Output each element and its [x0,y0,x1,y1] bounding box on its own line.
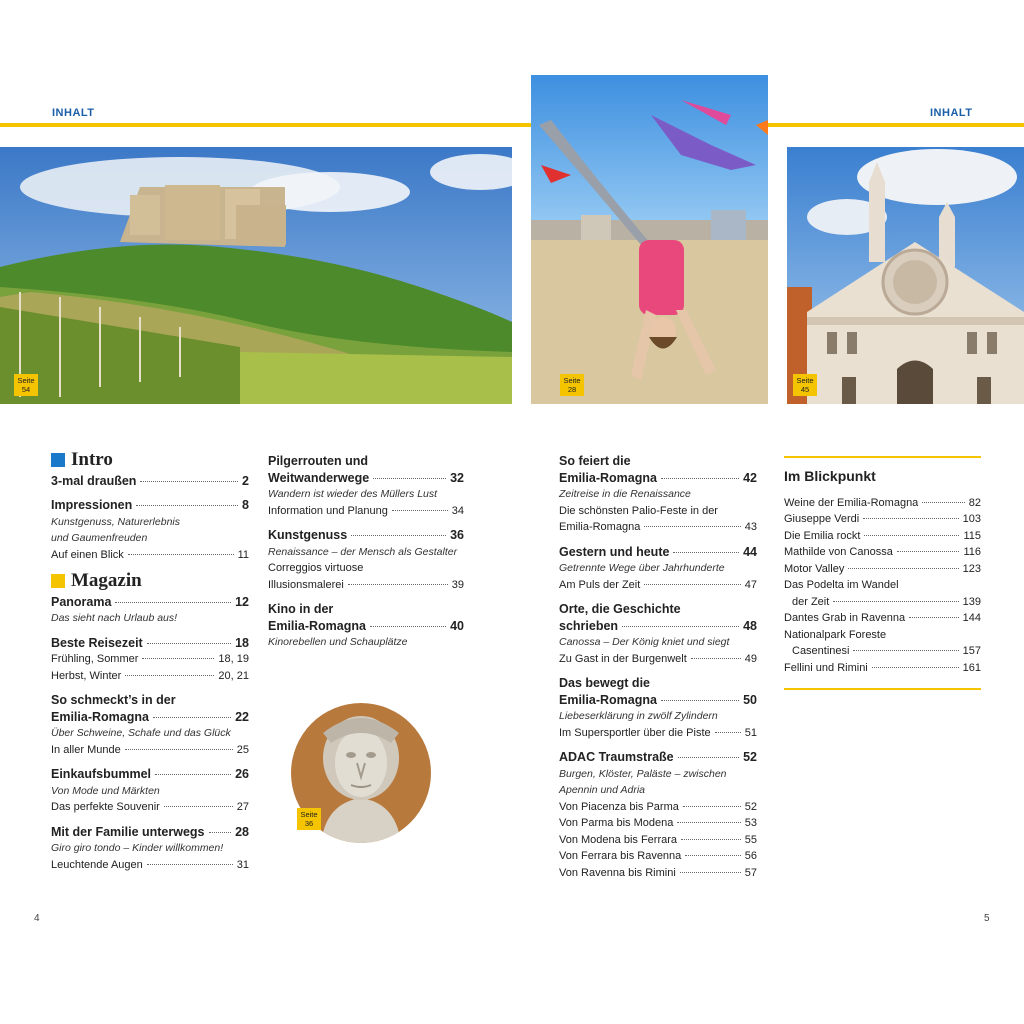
toc-page-number: 25 [236,743,249,756]
toc-subtitle: Kunstgenuss, Naturerlebnis [51,515,180,528]
toc-entry-title: Impressionen [51,498,133,512]
toc-entry[interactable] [51,857,249,874]
toc-page-number: 103 [962,513,981,525]
toc-entry-title: Einkaufsbummel [51,767,152,781]
toc-page-number: 42 [743,470,757,485]
toc-entry-title: Emilia-Romagna [559,470,657,485]
dot-leader [155,774,231,775]
toc-subtitle: Canossa – Der König kniet und siegt [559,636,730,648]
dot-leader [644,526,740,527]
toc-entry-title: Die Emilia rockt [784,529,861,542]
toc-entry-title: Von Ravenna bis Rimini [559,866,676,879]
header-rule-right [768,123,1024,127]
badge-label: Seite [563,376,581,385]
toc-page-number: 52 [743,750,757,764]
toc-entry-title: Gestern und heute [559,544,670,559]
toc-subtitle: Wandern ist wieder des Müllers Lust [268,488,438,500]
toc-entry[interactable] [784,561,981,578]
dot-leader [392,510,448,511]
toc-page-number: 22 [235,709,249,724]
cathedral-photo [787,147,1024,404]
toc-entry-title: Illusionsmalerei [268,578,344,591]
toc-page-number: 157 [962,645,981,657]
toc-page-number: 47 [744,578,757,591]
dot-leader [853,650,958,651]
toc-page-number: 139 [962,595,981,608]
toc-column-2 [268,453,464,651]
dot-leader [128,554,234,555]
toc-entry-title: Beste Reisezeit [51,635,143,650]
badge-label: Seite [796,376,814,385]
toc-page-number: 18 [235,635,249,650]
toc-entry[interactable] [51,547,249,564]
badge-number: 28 [567,385,577,394]
dot-leader [142,658,214,659]
toc-page-number: 40 [450,618,464,633]
toc-subtitle: Das sieht nach Urlaub aus! [51,612,178,624]
toc-subtitle: Von Mode und Märkten [51,784,160,797]
toc-page-number: 51 [744,726,757,739]
dot-leader [622,626,739,627]
badge-label: Seite [300,810,318,819]
dot-leader [922,502,964,503]
toc-entry-line[interactable]: Correggios virtuose [268,562,364,574]
toc-entry-title: Das perfekte Souvenir [51,801,160,813]
toc-page-number: 8 [242,498,249,512]
toc-heading[interactable] [268,527,464,544]
dot-leader [209,832,232,833]
section-intro [51,449,249,470]
toc-heading-line[interactable]: Orte, die Geschichte [559,602,681,616]
section-magazin [51,570,249,591]
toc-page-number: 82 [968,496,981,509]
toc-page-number: 31 [236,858,249,871]
toc-heading[interactable] [51,473,249,490]
toc-entry-title: Emilia-Romagna [51,709,149,724]
toc-entry[interactable] [51,668,249,685]
dot-leader [715,732,741,733]
toc-entry-title: schrieben [559,618,619,633]
toc-entry[interactable] [784,511,981,528]
toc-heading[interactable] [51,824,249,841]
toc-entry[interactable] [559,577,757,594]
dot-leader [677,822,740,823]
toc-entry-title: Leuchtende Augen [51,858,143,871]
toc-entry[interactable] [784,594,981,611]
toc-entry-title: Mit der Familie unterwegs [51,824,205,839]
toc-entry-title: Am Puls der Zeit [559,578,641,591]
toc-entry[interactable] [784,660,981,677]
beach-photo [531,75,768,404]
dot-leader [681,839,741,840]
header-left: INHALT [52,107,95,119]
toc-page-number: 34 [451,504,464,517]
dot-leader [351,535,446,536]
dot-leader [897,551,960,552]
toc-heading-line[interactable]: So schmeckt’s in der [51,693,176,707]
toc-page-number: 48 [743,618,757,633]
toc-entry-title: Giuseppe Verdi [784,513,860,525]
toc-heading[interactable] [559,470,757,487]
toc-entry-title: In aller Munde [51,743,121,756]
toc-entry-title: Dantes Grab in Ravenna [784,612,906,624]
toc-page-number: 53 [744,817,757,829]
toc-entry-title: Von Modena bis Ferrara [559,833,678,846]
page-badge-cathedral [793,374,817,396]
toc-heading-line[interactable]: So feiert die [559,454,631,468]
dot-leader [678,757,739,758]
toc-page-number: 116 [963,546,981,558]
badge-number: 54 [21,385,31,394]
toc-entry[interactable] [51,742,249,759]
toc-entry[interactable] [559,865,757,882]
toc-entry-title: ADAC Traumstraße [559,750,674,764]
blickpunkt-box [784,456,981,690]
dot-leader [864,535,959,536]
toc-entry[interactable] [784,495,981,512]
toc-heading[interactable] [51,635,249,652]
header-right: INHALT [930,107,973,119]
toc-page-number: 39 [451,578,464,591]
toc-page-number: 20, 21 [218,669,249,682]
page-badge-beach [560,374,584,396]
toc-entry-title: Weitwanderwege [268,470,370,485]
dot-leader [661,700,739,701]
toc-page-number: 115 [963,529,981,542]
badge-label: Seite [17,376,35,385]
toc-page-number: 32 [450,470,464,485]
toc-subtitle: Getrennte Wege über Jahrhunderte [559,562,725,574]
toc-entry-title: 3-mal draußen [51,473,137,488]
dot-leader [348,584,448,585]
toc-entry-title: Von Parma bis Modena [559,817,674,829]
toc-entry[interactable] [51,651,249,668]
toc-heading-line[interactable]: Das bewegt die [559,676,650,690]
intro-square-icon [51,453,65,467]
dot-leader [115,602,231,603]
toc-entry-title: Motor Valley [784,562,845,575]
toc-page-number: 18, 19 [218,653,249,665]
dot-leader [147,643,231,644]
toc-entry[interactable] [784,544,981,561]
toc-subtitle: Apennin und Adria [559,784,646,796]
toc-column-1 [51,449,249,873]
toc-heading[interactable] [268,618,464,635]
toc-subtitle: Kinorebellen und Schauplätze [268,636,408,648]
toc-page-number: 12 [235,594,249,609]
section-title: Magazin [71,570,142,591]
toc-entry-title: Im Supersportler über die Piste [559,726,711,739]
dot-leader [673,552,739,553]
toc-heading-line[interactable]: Pilgerrouten und [268,454,368,468]
toc-entry[interactable] [559,848,757,865]
toc-entry[interactable] [784,643,981,660]
toc-entry-title: Panorama [51,594,112,609]
toc-entry-title: Information und Planung [268,504,388,517]
toc-entry-title: Fellini und Rimini [784,661,868,674]
toc-entry[interactable] [784,528,981,545]
toc-column-3 [559,453,757,881]
toc-entry-title: Zu Gast in der Burgenwelt [559,652,687,665]
section-title: Intro [71,449,113,470]
dot-leader [147,864,233,865]
toc-entry-line[interactable]: Die schönsten Palio-Feste in der [559,504,718,517]
toc-page-number: 26 [235,767,249,781]
dot-leader [872,667,959,668]
toc-subtitle: Über Schweine, Schafe und das Glück [51,727,231,739]
toc-entry[interactable] [784,610,981,627]
page-badge-bust [297,808,321,830]
toc-entry[interactable] [268,577,464,594]
dot-leader [153,717,231,718]
toc-entry[interactable] [559,725,757,742]
toc-entry-title: Emilia-Romagna [559,521,641,533]
toc-page-number: 57 [744,866,757,879]
toc-heading[interactable] [51,766,249,783]
toc-entry-title: Emilia-Romagna [268,618,366,633]
toc-subtitle: Liebeserklärung in zwölf Zylindern [559,710,718,722]
toc-page-number: 56 [744,850,757,862]
dot-leader [125,675,214,676]
dot-leader [680,872,741,873]
toc-page-number: 55 [744,833,757,846]
dot-leader [644,584,740,585]
toc-entry[interactable] [559,519,757,536]
dot-leader [140,481,238,482]
toc-entry-line[interactable]: Das Podelta im Wandel [784,579,899,591]
toc-page-number: 28 [235,824,249,839]
toc-entry[interactable] [559,832,757,849]
toc-page-number: 52 [744,800,757,813]
toc-subtitle: Burgen, Klöster, Paläste – zwischen [559,767,727,780]
toc-page-number: 2 [242,473,249,488]
magazin-square-icon [51,574,65,588]
toc-page-number: 49 [744,652,757,665]
toc-heading[interactable] [51,497,249,514]
toc-entry[interactable] [559,815,757,832]
toc-page-number: 43 [744,521,757,533]
toc-entry-title: der Zeit [792,595,830,608]
dot-leader [370,626,446,627]
toc-page-number: 36 [450,528,464,542]
dot-leader [833,601,958,602]
castle-photo [0,147,512,404]
dot-leader [164,806,233,807]
toc-page-number: 161 [962,661,981,674]
dot-leader [373,478,446,479]
toc-heading[interactable] [268,470,464,487]
toc-page-number: 44 [743,544,757,559]
toc-entry[interactable] [559,651,757,668]
toc-heading[interactable] [559,692,757,709]
dot-leader [661,478,739,479]
toc-page-number: 27 [236,801,249,813]
header-rule-left [0,123,531,127]
toc-entry-title: Weine der Emilia-Romagna [784,496,919,509]
toc-subtitle: Zeitreise in die Renaissance [559,488,691,500]
badge-number: 45 [800,385,810,394]
toc-subtitle: und Gaumenfreuden [51,532,148,544]
dot-leader [125,749,233,750]
toc-entry[interactable] [51,799,249,816]
dot-leader [136,505,238,506]
page-number-right: 5 [984,913,990,924]
toc-page-number: 123 [962,562,981,575]
toc-page-number: 11 [237,548,249,561]
blickpunkt-title: Im Blickpunkt [784,468,876,484]
page-badge-castle [14,374,38,396]
toc-subtitle: Renaissance – der Mensch als Gestalter [268,545,458,558]
toc-heading-line[interactable]: Kino in der [268,602,334,616]
toc-entry-title: Casentinesi [792,645,850,657]
toc-entry-title: Frühling, Sommer [51,653,139,665]
dot-leader [863,518,958,519]
toc-entry-title: Von Ferrara bis Ravenna [559,850,682,862]
dot-leader [683,806,741,807]
dot-leader [691,658,741,659]
toc-page-number: 50 [743,692,757,707]
toc-entry-title: Auf einen Blick [51,548,124,561]
dot-leader [909,617,959,618]
page-number-left: 4 [34,913,40,924]
toc-heading[interactable] [559,749,757,766]
toc-heading[interactable] [51,709,249,726]
toc-heading[interactable] [559,544,757,561]
toc-entry[interactable] [268,503,464,520]
dot-leader [685,855,740,856]
toc-entry-title: Herbst, Winter [51,669,122,682]
toc-entry[interactable] [559,799,757,816]
toc-entry-title: Kunstgenuss [268,528,348,542]
toc-page-number: 144 [962,612,981,624]
toc-heading[interactable] [559,618,757,635]
toc-entry-line[interactable]: Nationalpark Foreste [784,628,887,641]
toc-subtitle: Giro giro tondo – Kinder willkommen! [51,842,224,854]
toc-entry-title: Mathilde von Canossa [784,546,893,558]
toc-entry-title: Emilia-Romagna [559,692,657,707]
toc-heading[interactable] [51,594,249,611]
dot-leader [848,568,958,569]
badge-number: 36 [304,819,314,828]
toc-entry-title: Von Piacenza bis Parma [559,800,679,813]
